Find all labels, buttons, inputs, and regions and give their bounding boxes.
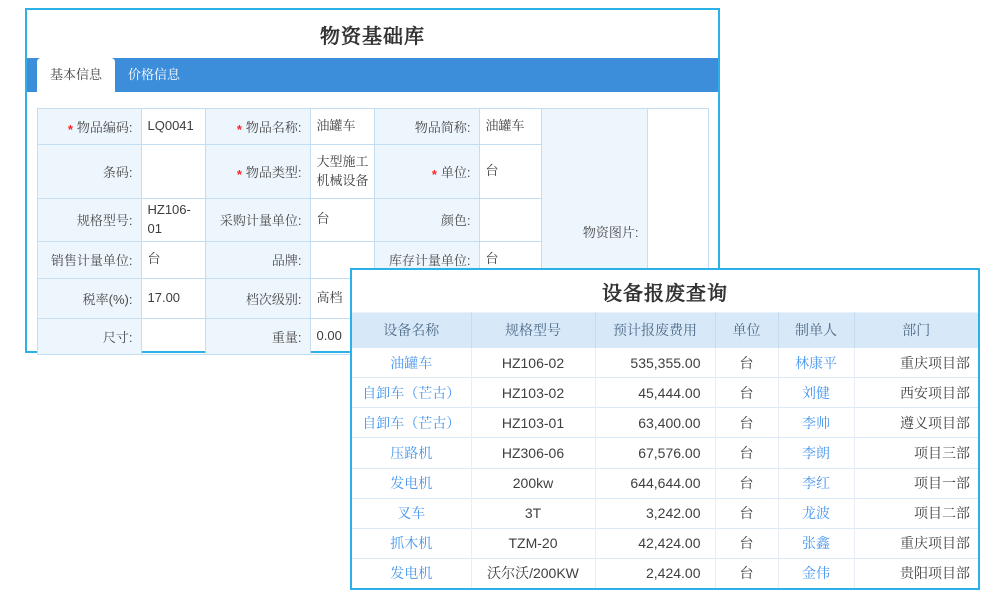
device-link[interactable]: 发电机: [352, 558, 471, 588]
column-header: 预计报废费用: [595, 313, 715, 348]
field-value-sales-unit: 台: [141, 241, 205, 278]
field-value-grade-level: 高档: [310, 278, 374, 318]
device-link[interactable]: 油罐车: [352, 348, 471, 378]
field-label-purchase-unit: 采购计量单位:: [205, 199, 310, 242]
field-value-item-type: 大型施工机械设备: [310, 145, 374, 199]
field-label-item-code: * 物品编码:: [37, 109, 141, 145]
field-value-spec-model: HZ106-01: [141, 199, 205, 242]
cell-dept: 项目一部: [854, 468, 978, 498]
table-row: [352, 348, 978, 378]
cell-model: TZM-20: [471, 528, 595, 558]
device-link[interactable]: 自卸车（芒古）: [352, 408, 471, 438]
table-row: [352, 408, 978, 438]
cell-unit: 台: [715, 498, 778, 528]
field-label-item-name: * 物品名称:: [205, 109, 310, 145]
column-header: 制单人: [778, 313, 854, 348]
field-value-color: [479, 199, 541, 242]
creator-link[interactable]: 张鑫: [778, 528, 854, 558]
creator-link[interactable]: 金伟: [778, 558, 854, 588]
tab-bar: [27, 58, 718, 92]
scrap-table-body: [352, 348, 978, 589]
table-row: [352, 498, 978, 528]
creator-link[interactable]: 李红: [778, 468, 854, 498]
scrap-query-panel: [350, 268, 980, 590]
cell-model: 200kw: [471, 468, 595, 498]
field-label-color: 颜色:: [374, 199, 479, 242]
tab-price-info[interactable]: 价格信息: [128, 67, 181, 82]
device-link[interactable]: 发电机: [352, 468, 471, 498]
cell-dept: 遵义项目部: [854, 408, 978, 438]
column-header: 部门: [854, 313, 978, 348]
field-value-stock-unit: 台: [479, 241, 541, 278]
creator-link[interactable]: 林康平: [778, 348, 854, 378]
cell-dept: 项目三部: [854, 438, 978, 468]
field-label-item-type: * 物品类型:: [205, 145, 310, 199]
cell-dept: 项目二部: [854, 498, 978, 528]
cell-unit: 台: [715, 528, 778, 558]
table-row: [352, 438, 978, 468]
column-header: 规格型号: [471, 313, 595, 348]
field-label-spec-model: 规格型号:: [37, 199, 141, 242]
creator-link[interactable]: 李帅: [778, 408, 854, 438]
cell-model: 沃尔沃/200KW: [471, 558, 595, 588]
field-value-barcode: [141, 145, 205, 199]
field-label-grade-level: 档次级别:: [205, 278, 310, 318]
creator-link[interactable]: 刘健: [778, 378, 854, 408]
cell-unit: 台: [715, 438, 778, 468]
tab-basic-info[interactable]: 基本信息: [37, 58, 115, 92]
field-label-brand: 品牌:: [205, 241, 310, 278]
cell-model: HZ103-02: [471, 378, 595, 408]
cell-model: HZ106-02: [471, 348, 595, 378]
cell-dept: 重庆项目部: [854, 528, 978, 558]
field-label-sales-unit: 销售计量单位:: [37, 241, 141, 278]
device-link[interactable]: 叉车: [352, 498, 471, 528]
cell-model: HZ103-01: [471, 408, 595, 438]
field-label-item-short-name: 物品简称:: [374, 109, 479, 145]
cell-unit: 台: [715, 348, 778, 378]
scrap-table: [352, 312, 978, 588]
device-link[interactable]: 自卸车（芒古）: [352, 378, 471, 408]
cell-model: HZ306-06: [471, 438, 595, 468]
table-row: [352, 558, 978, 588]
field-value-item-code: LQ0041: [141, 109, 205, 145]
field-label-material-image: 物资图片:: [541, 109, 647, 355]
field-value-size: [141, 318, 205, 354]
field-label-barcode: 条码:: [37, 145, 141, 199]
scrap-panel-title: 设备报废查询: [602, 282, 728, 305]
field-value-purchase-unit: 台: [310, 199, 374, 242]
field-label-size: 尺寸:: [37, 318, 141, 354]
device-link[interactable]: 抓木机: [352, 528, 471, 558]
cell-cost: 644,644.00: [595, 468, 715, 498]
cell-cost: 42,424.00: [595, 528, 715, 558]
page-title: 物资基础库: [320, 25, 425, 48]
device-link[interactable]: 压路机: [352, 438, 471, 468]
table-row: [352, 378, 978, 408]
cell-cost: 67,576.00: [595, 438, 715, 468]
field-value-item-name: 油罐车: [310, 109, 374, 145]
cell-cost: 3,242.00: [595, 498, 715, 528]
field-label-weight: 重量:: [205, 318, 310, 354]
field-label-unit: * 单位:: [374, 145, 479, 199]
table-row: [352, 528, 978, 558]
cell-dept: 贵阳项目部: [854, 558, 978, 588]
field-label-stock-unit: 库存计量单位:: [374, 241, 479, 278]
scrap-header-row: [352, 313, 978, 348]
creator-link[interactable]: 龙波: [778, 498, 854, 528]
field-label-tax-rate: 税率(%):: [37, 278, 141, 318]
creator-link[interactable]: 李朗: [778, 438, 854, 468]
cell-cost: 63,400.00: [595, 408, 715, 438]
cell-model: 3T: [471, 498, 595, 528]
field-value-item-short-name: 油罐车: [479, 109, 541, 145]
cell-unit: 台: [715, 558, 778, 588]
field-value-tax-rate: 17.00: [141, 278, 205, 318]
cell-unit: 台: [715, 378, 778, 408]
cell-cost: 2,424.00: [595, 558, 715, 588]
field-value-weight: 0.00: [310, 318, 374, 354]
cell-dept: 重庆项目部: [854, 348, 978, 378]
cell-unit: 台: [715, 408, 778, 438]
cell-cost: 535,355.00: [595, 348, 715, 378]
table-row: [352, 468, 978, 498]
column-header: 设备名称: [352, 313, 471, 348]
cell-unit: 台: [715, 468, 778, 498]
field-value-unit: 台: [479, 145, 541, 199]
cell-dept: 西安项目部: [854, 378, 978, 408]
column-header: 单位: [715, 313, 778, 348]
cell-cost: 45,444.00: [595, 378, 715, 408]
